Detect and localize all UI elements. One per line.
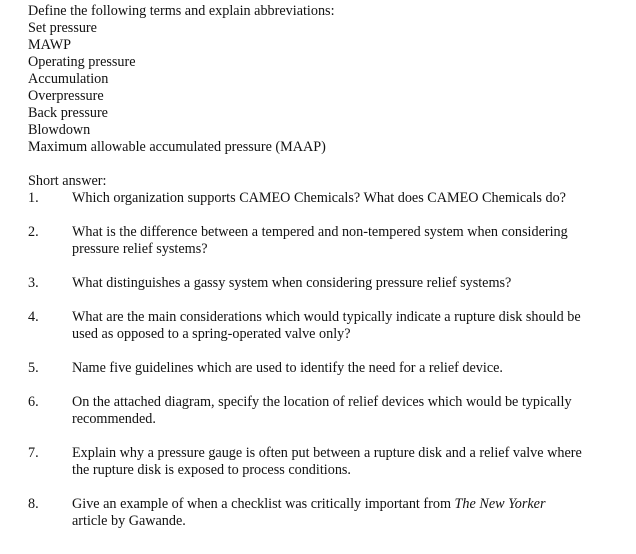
question-line: the rupture disk is exposed to process conditions.: [72, 462, 351, 478]
short-answer-heading: Short answer:: [28, 173, 107, 189]
question-number: 4.: [28, 309, 39, 325]
question-spacer: [28, 343, 618, 360]
question-line: On the attached diagram, specify the location of relief devices which would be typically: [72, 394, 572, 410]
short-answer-section: [28, 173, 618, 530]
question-number: 1.: [28, 190, 39, 206]
definitions-section: [28, 3, 618, 156]
question-number: 6.: [28, 394, 39, 410]
question-spacer: [28, 377, 618, 394]
question-item: [28, 360, 618, 377]
question-line: Explain why a pressure gauge is often put between a rupture disk and a relief valve where: [72, 445, 582, 461]
question-text: [72, 309, 618, 343]
question-line-prefix: Give an example of when a checklist was critically important from: [72, 496, 455, 512]
question-item: [28, 190, 618, 207]
question-number: 2.: [28, 224, 39, 240]
question-text: [72, 445, 618, 479]
question-line: What is the difference between a tempered and non-tempered system when considering: [72, 224, 568, 240]
term-back-pressure: Back pressure: [28, 105, 108, 121]
question-number: 7.: [28, 445, 39, 461]
question-item: [28, 309, 618, 343]
question-text: [72, 224, 618, 258]
question-line: pressure relief systems?: [72, 241, 208, 257]
definitions-heading: Define the following terms and explain abbreviations:: [28, 3, 335, 19]
question-line: [72, 496, 618, 513]
question-line: used as opposed to a spring-operated valve only?: [72, 326, 351, 342]
document-page: [28, 3, 618, 530]
question-item: [28, 445, 618, 479]
question-spacer: [28, 258, 618, 275]
question-list: [28, 190, 618, 530]
question-spacer: [28, 207, 618, 224]
term-set-pressure: Set pressure: [28, 20, 97, 36]
question-item: [28, 394, 618, 428]
publication-title: The New Yorker: [454, 496, 546, 512]
term-accumulation: Accumulation: [28, 71, 109, 87]
section-spacer: [28, 156, 618, 173]
question-number: 8.: [28, 496, 39, 512]
question-spacer: [28, 479, 618, 496]
question-number: 5.: [28, 360, 39, 376]
term-operating-pressure: Operating pressure: [28, 54, 136, 70]
question-number: 3.: [28, 275, 39, 291]
question-text: [72, 496, 618, 530]
question-line: recommended.: [72, 411, 156, 427]
question-spacer: [28, 292, 618, 309]
question-line: What are the main considerations which would typically indicate a rupture disk should be: [72, 309, 581, 325]
question-line: article by Gawande.: [72, 513, 186, 529]
question-text: [72, 394, 618, 428]
question-text: What distinguishes a gassy system when considering pressure relief systems?: [72, 275, 512, 291]
question-item: [28, 496, 618, 530]
term-overpressure: Overpressure: [28, 88, 104, 104]
question-item: [28, 275, 618, 292]
term-blowdown: Blowdown: [28, 122, 91, 138]
term-mawp: MAWP: [28, 37, 72, 53]
question-text: Name five guidelines which are used to identify the need for a relief device.: [72, 360, 503, 376]
question-item: [28, 224, 618, 258]
question-text: Which organization supports CAMEO Chemicals? What does CAMEO Chemicals do?: [72, 190, 566, 206]
term-maap: Maximum allowable accumulated pressure (MAAP): [28, 139, 326, 155]
question-spacer: [28, 428, 618, 445]
